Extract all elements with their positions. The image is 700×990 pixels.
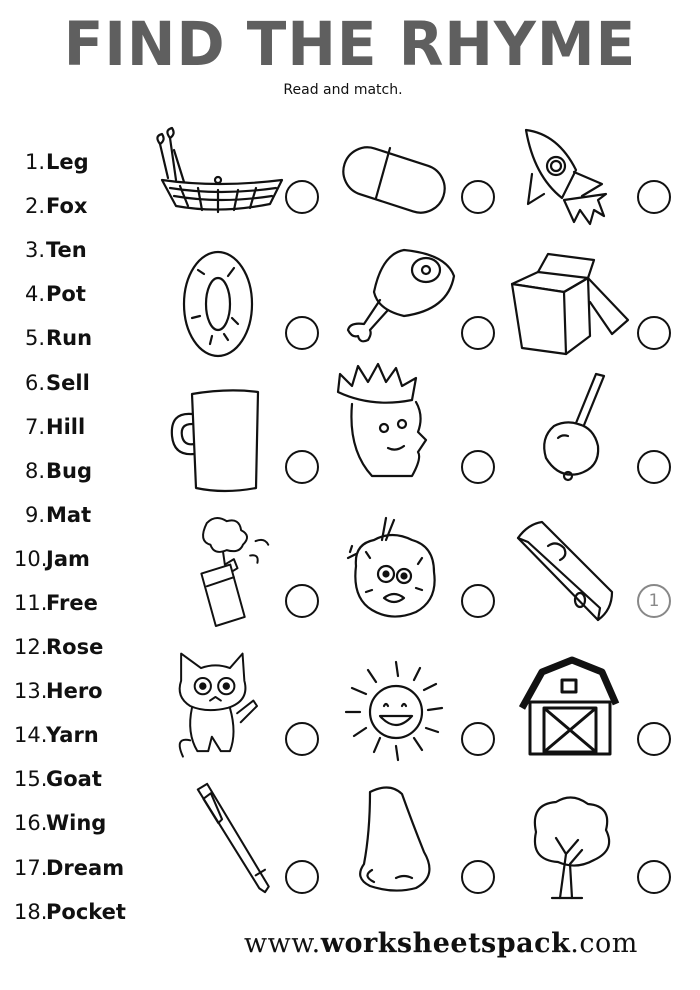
word-item: 9. Mat	[24, 502, 92, 527]
answer-circle[interactable]	[285, 180, 319, 214]
word-item: 8. Bug	[24, 458, 92, 483]
sun-icon	[340, 658, 470, 770]
word-item: 14. Yarn	[14, 723, 99, 748]
word-item: 1. Leg	[24, 150, 89, 175]
worksheet-title: FIND THE RHYME	[63, 8, 637, 80]
word-item: 17. Dream	[14, 855, 125, 880]
answer-circle[interactable]	[637, 450, 671, 484]
ham-icon	[334, 240, 464, 352]
clothespin-icon	[508, 518, 638, 630]
answer-circle[interactable]: 1	[637, 584, 671, 618]
word-item: 12. Rose	[14, 635, 104, 660]
word-item: 16. Wing	[14, 811, 107, 836]
answer-circle[interactable]	[461, 316, 495, 350]
word-item: 18. Pocket	[14, 899, 126, 924]
answer-circle[interactable]	[637, 316, 671, 350]
answer-circle[interactable]	[285, 316, 319, 350]
website-footer: www.worksheetspack.com	[244, 928, 638, 959]
answer-circle[interactable]	[461, 584, 495, 618]
mug-icon	[160, 384, 290, 496]
word-item: 6. Sell	[24, 370, 90, 395]
word-item: 10. Jam	[14, 546, 90, 571]
answer-circle[interactable]	[285, 450, 319, 484]
donut-icon	[158, 248, 288, 360]
cat-icon	[164, 650, 294, 762]
answer-circle[interactable]	[461, 180, 495, 214]
answer-circle[interactable]	[285, 722, 319, 756]
answer-circle[interactable]	[637, 860, 671, 894]
word-item: 3. Ten	[24, 238, 87, 263]
candy-apple-icon	[514, 368, 644, 480]
spray-bottle-icon	[168, 514, 298, 626]
word-item: 4. Pot	[24, 282, 86, 307]
king-icon	[332, 360, 462, 472]
word-item: 2. Fox	[24, 194, 88, 219]
answer-circle[interactable]	[285, 584, 319, 618]
word-item: 11. Free	[14, 590, 98, 615]
answer-circle[interactable]	[461, 722, 495, 756]
answer-circle[interactable]	[637, 722, 671, 756]
box-icon	[508, 250, 638, 362]
rocket-icon	[512, 124, 642, 236]
pill-icon	[334, 128, 464, 240]
answer-circle[interactable]	[285, 860, 319, 894]
answer-circle[interactable]	[637, 180, 671, 214]
boat-icon	[158, 128, 288, 240]
word-list	[14, 140, 144, 934]
answer-circle[interactable]	[461, 450, 495, 484]
worksheet-instructions: Read and match.	[283, 82, 403, 98]
barn-icon	[516, 656, 646, 768]
word-item: 15. Goat	[14, 767, 102, 792]
word-item: 13. Hero	[14, 679, 103, 704]
word-item: 7. Hill	[24, 414, 86, 439]
word-item: 5. Run	[24, 326, 93, 351]
cookie-icon	[338, 518, 468, 630]
answer-circle[interactable]	[461, 860, 495, 894]
tree-icon	[516, 794, 646, 906]
